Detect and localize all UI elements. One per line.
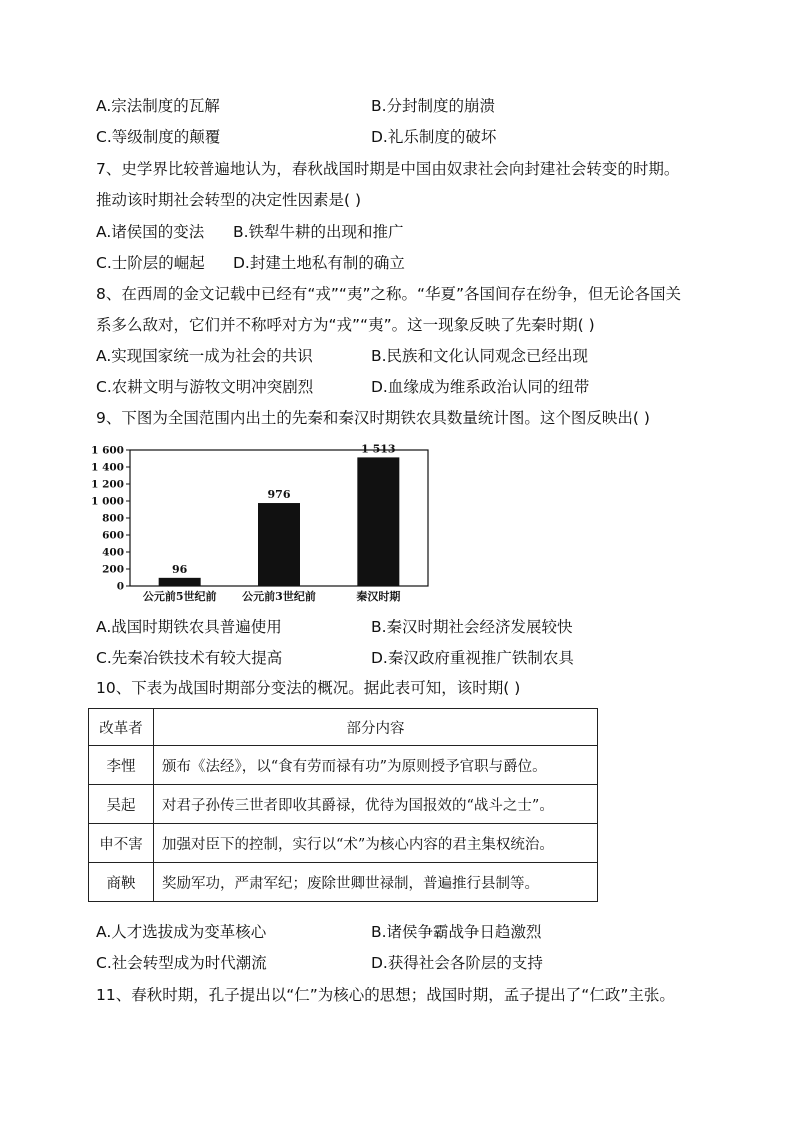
reformer-cell: 商鞅 xyxy=(89,863,154,902)
data-label: 976 xyxy=(267,488,291,502)
y-tick-label: 1 200 xyxy=(91,478,124,491)
header-content: 部分内容 xyxy=(154,709,598,746)
content-cell: 奖励军功，严肃军纪；废除世卿世禄制，普遍推行县制等。 xyxy=(154,863,598,902)
q10-option-c: C.社会转型成为时代潮流 xyxy=(96,954,267,972)
q9-option-c: C.先秦冶铁技术有较大提高 xyxy=(96,649,283,667)
y-tick-label: 600 xyxy=(102,529,124,542)
content-cell: 加强对臣下的控制，实行以“术”为核心内容的君主集权统治。 xyxy=(154,824,598,863)
q10-option-a: A.人才选拔成为变革核心 xyxy=(96,923,267,941)
q6-option-c: C.等级制度的颠覆 xyxy=(96,128,221,146)
table-header-row xyxy=(89,709,598,746)
q8-option-a: A.实现国家统一成为社会的共识 xyxy=(96,347,313,365)
bar xyxy=(357,457,399,586)
q7-option-d: D.封建土地私有制的确立 xyxy=(233,254,405,272)
q8-option-b: B.民族和文化认同观念已经出现 xyxy=(371,347,589,365)
q6-option-a: A.宗法制度的瓦解 xyxy=(96,97,220,115)
data-label: 96 xyxy=(172,562,188,576)
q9-option-b: B.秦汉时期社会经济发展较快 xyxy=(371,618,573,636)
x-category-label: 公元前3世纪前 xyxy=(242,590,316,603)
table-row xyxy=(89,863,598,902)
x-category-label: 秦汉时期 xyxy=(356,590,401,603)
q10-option-d: D.获得社会各阶层的支持 xyxy=(371,954,543,972)
reformer-cell: 申不害 xyxy=(89,824,154,863)
q11-stem-line1: 11、春秋时期，孔子提出以“仁”为核心的思想；战国时期，孟子提出了“仁政”主张。 xyxy=(96,986,675,1004)
q6-option-d: D.礼乐制度的破坏 xyxy=(371,128,497,146)
q7-option-b: B.铁犁牛耕的出现和推广 xyxy=(233,223,404,241)
y-tick-label: 0 xyxy=(116,580,124,593)
q8-stem-line2: 系多么敌对，它们并不称呼对方为“戎”“夷”。这一现象反映了先秦时期( ) xyxy=(96,316,595,334)
iron-tools-bar-chart xyxy=(88,440,438,610)
q10-stem: 10、下表为战国时期部分变法的概况。据此表可知，该时期( ) xyxy=(96,679,521,697)
q7-stem-line2: 推动该时期社会转型的决定性因素是( ) xyxy=(96,191,362,209)
reformer-cell: 李悝 xyxy=(89,746,154,785)
q8-option-d: D.血缘成为维系政治认同的纽带 xyxy=(371,378,590,396)
content-cell: 对君子孙传三世者即收其爵禄，优待为国报效的“战斗之士”。 xyxy=(154,785,598,824)
q9-option-d: D.秦汉政府重视推广铁制农具 xyxy=(371,649,574,667)
table-row xyxy=(89,746,598,785)
content-cell: 颁布《法经》，以“食有劳而禄有功”为原则授予官职与爵位。 xyxy=(154,746,598,785)
y-tick-label: 1 400 xyxy=(91,461,124,474)
y-tick-label: 200 xyxy=(102,563,124,576)
y-tick-label: 1 600 xyxy=(91,444,124,457)
y-tick-label: 1 000 xyxy=(91,495,124,508)
q7-option-c: C.士阶层的崛起 xyxy=(96,254,205,272)
reform-table xyxy=(88,708,598,902)
q6-option-b: B.分封制度的崩溃 xyxy=(371,97,496,115)
q7-stem-line1: 7、史学界比较普遍地认为，春秋战国时期是中国由奴隶社会向封建社会转变的时期。 xyxy=(96,160,680,178)
q9-stem: 9、下图为全国范围内出土的先秦和秦汉时期铁农具数量统计图。这个图反映出( ) xyxy=(96,409,650,427)
x-category-label: 公元前5世纪前 xyxy=(142,590,217,603)
q8-stem-line1: 8、在西周的金文记载中已经有“戎”“夷”之称。“华夏”各国间存在纷争，但无论各国关 xyxy=(96,285,682,303)
table-row xyxy=(89,824,598,863)
q7-option-a: A.诸侯国的变法 xyxy=(96,223,205,241)
y-tick-label: 800 xyxy=(102,512,124,525)
q9-option-a: A.战国时期铁农具普遍使用 xyxy=(96,618,282,636)
q10-option-b: B.诸侯争霸战争日趋激烈 xyxy=(371,923,542,941)
data-label: 1 513 xyxy=(361,442,396,456)
reformer-cell: 吴起 xyxy=(89,785,154,824)
header-reformer: 改革者 xyxy=(89,709,154,746)
q8-option-c: C.农耕文明与游牧文明冲突剧烈 xyxy=(96,378,314,396)
table-row xyxy=(89,785,598,824)
bar xyxy=(159,578,201,586)
y-tick-label: 400 xyxy=(102,546,124,559)
bar xyxy=(258,503,300,586)
